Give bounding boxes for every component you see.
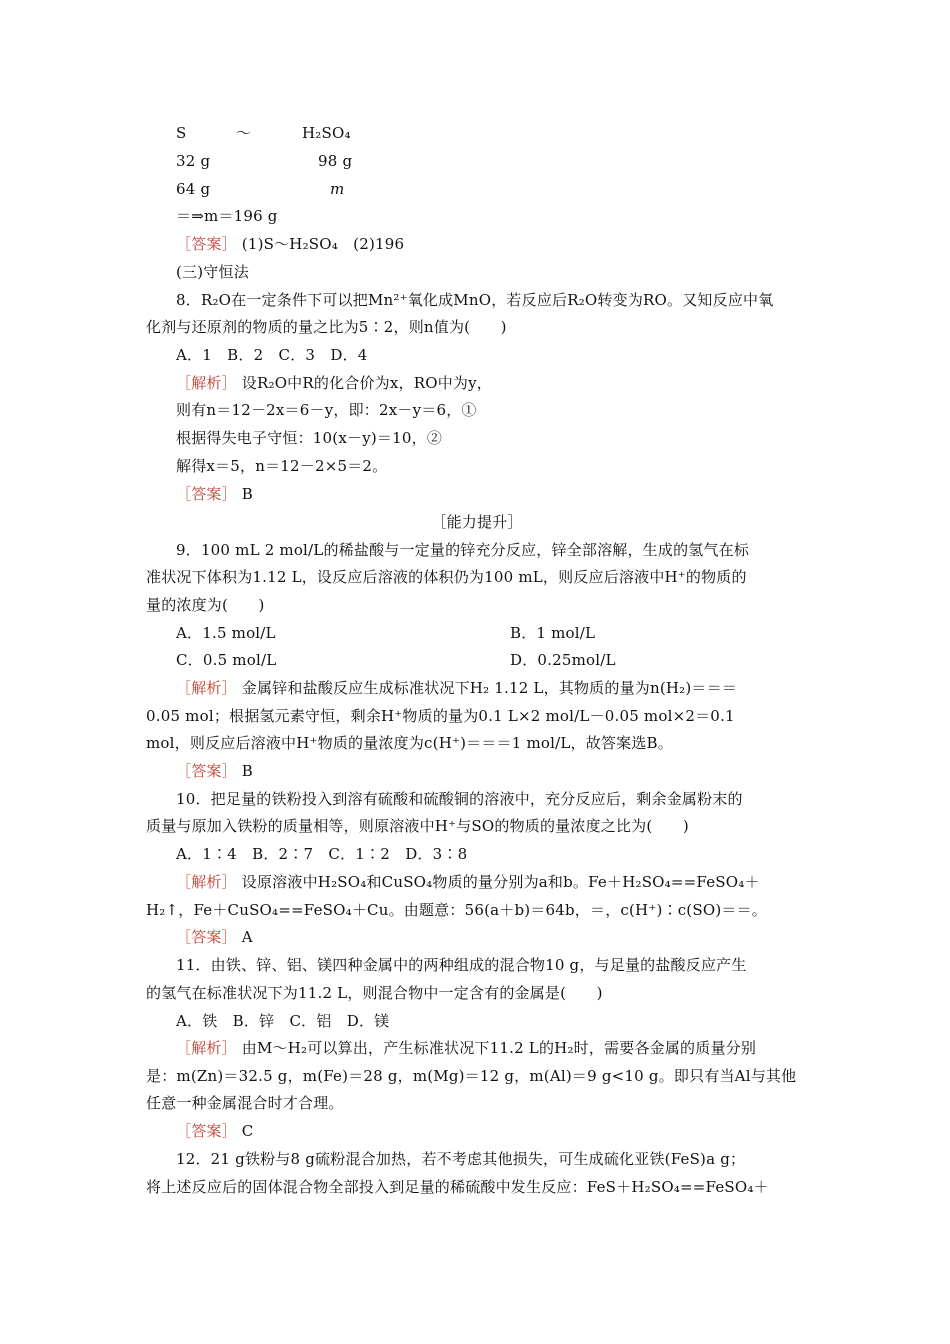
analysis-text: 设R₂O中R的化合价为x，RO中为y， [241, 374, 493, 392]
answer-tag: ［答案］ [176, 1122, 237, 1140]
calc-row-4: ＝⇒m＝196 g [176, 207, 278, 225]
q10-options: A．1∶4 B．2∶7 C．1∶2 D．3∶8 [176, 845, 468, 863]
q9-option-d: D．0.25mol/L [510, 651, 616, 669]
q11-analysis-3: 任意一种金属混合时才合理。 [146, 1094, 344, 1112]
q9-option-a: A．1.5 mol/L [176, 624, 276, 642]
q9-analysis-1 [176, 678, 808, 698]
answer-tag: ［答案］ [176, 762, 237, 780]
calc-row-3 [176, 179, 808, 199]
q8-options: A．1 B．2 C．3 D．4 [176, 346, 368, 364]
q11-answer [176, 1121, 808, 1141]
q11-analysis-1 [176, 1038, 808, 1058]
q9-line-3: 量的浓度为( ) [146, 596, 265, 614]
q9-analysis-2: 0.05 mol；根据氢元素守恒，剩余H⁺物质的量为0.1 L×2 mol/L－0.05 mol×2＝0.1 [146, 707, 735, 725]
analysis-text: 设原溶液中H₂SO₄和CuSO₄物质的量分别为a和b。Fe＋H₂SO₄==FeSO₄＋ [241, 873, 760, 891]
analysis-tag: ［解析］ [176, 873, 237, 891]
q9-option-c: C．0.5 mol/L [176, 651, 277, 669]
q11-analysis-2: 是：m(Zn)＝32.5 g，m(Fe)＝28 g，m(Mg)＝12 g，m(Al)＝9 g<10 g。即只有当Al与其他 [146, 1067, 797, 1085]
answer-tag: ［答案］ [176, 235, 237, 253]
q8-line-1: 8．R₂O在一定条件下可以把Mn²⁺氧化成MnO，若反应后R₂O转变为RO。又知反应中氧 [176, 291, 774, 309]
q11-line-2: 的氢气在标准状况下为11.2 L，则混合物中一定含有的金属是( ) [146, 984, 603, 1002]
q8-analysis-2: 则有n＝12－2x＝6－y，即：2x－y＝6，① [176, 401, 477, 419]
answer-text: B [241, 485, 254, 503]
analysis-text: 金属锌和盐酸反应生成标准状况下H₂ 1.12 L，其物质的量为n(H₂)＝＝＝ [241, 679, 738, 697]
q8-answer [176, 484, 808, 504]
calc-64g: 64 g [176, 180, 211, 198]
section-conservation: (三)守恒法 [176, 263, 249, 281]
calc-h2so4: H₂SO₄ [302, 124, 351, 142]
answer-text: B [241, 762, 254, 780]
q9-options-row-2 [176, 650, 808, 670]
calc-row-1 [176, 123, 808, 143]
q10-analysis-2: H₂↑，Fe＋CuSO₄==FeSO₄＋Cu。由题意：56(a＋b)＝64b，＝，c(H⁺)∶c(SO)＝＝。 [146, 901, 767, 919]
analysis-tag: ［解析］ [176, 1039, 237, 1057]
q11-options: A．铁 B．锌 C．铝 D．镁 [176, 1012, 390, 1030]
q10-analysis-1 [176, 872, 808, 892]
answer-tag: ［答案］ [176, 485, 237, 503]
q9-analysis-3: mol，则反应后溶液中H⁺物质的量浓度为c(H⁺)＝＝＝1 mol/L，故答案选B。 [146, 734, 673, 752]
q10-answer [176, 927, 808, 947]
q9-options-row-1 [176, 623, 808, 643]
calc-m: m [330, 180, 345, 198]
q8-analysis-4: 解得x＝5，n＝12－2×5＝2。 [176, 457, 388, 475]
analysis-tag: ［解析］ [176, 679, 237, 697]
q10-line-1: 10．把足量的铁粉投入到溶有硫酸和硫酸铜的溶液中，充分反应后，剩余金属粉末的 [176, 790, 743, 808]
q12-line-1: 12．21 g铁粉与8 g硫粉混合加热，若不考虑其他损失，可生成硫化亚铁(FeS)a g； [176, 1150, 746, 1168]
q8-analysis-1 [176, 373, 808, 393]
q9-line-2: 准状况下体积为1.12 L，设反应后溶液的体积仍为100 mL，则反应后溶液中H⁺的物质的 [146, 568, 747, 586]
calc-row-2 [176, 151, 808, 171]
calc-tilde: ～ [236, 124, 252, 142]
answer-7 [176, 234, 808, 254]
q10-line-2: 质量与原加入铁粉的质量相等，则原溶液中H⁺与SO的物质的量浓度之比为( ) [146, 817, 689, 835]
answer-tag: ［答案］ [176, 928, 237, 946]
q9-line-1: 9．100 mL 2 mol/L的稀盐酸与一定量的锌充分反应，锌全部溶解，生成的氢气在标 [176, 541, 750, 559]
q8-line-2: 化剂与还原剂的物质的量之比为5∶2，则n值为( ) [146, 318, 507, 336]
analysis-tag: ［解析］ [176, 374, 237, 392]
q9-option-b: B．1 mol/L [510, 624, 596, 642]
q12-line-2: 将上述反应后的固体混合物全部投入到足量的稀硫酸中发生反应：FeS＋H₂SO₄==FeSO₄＋ [146, 1178, 769, 1196]
answer-text: (1)S～H₂SO₄ (2)196 [241, 235, 405, 253]
q8-analysis-3: 根据得失电子守恒：10(x－y)＝10，② [176, 429, 443, 447]
calc-32g: 32 g [176, 152, 211, 170]
analysis-text: 由M～H₂可以算出，产生标准状况下11.2 L的H₂时，需要各金属的质量分别 [241, 1039, 757, 1057]
answer-text: A [241, 928, 253, 946]
section-title: ［能力提升］ [431, 513, 523, 531]
q9-answer [176, 761, 808, 781]
q11-line-1: 11．由铁、锌、铝、镁四种金属中的两种组成的混合物10 g，与足量的盐酸反应产生 [176, 956, 747, 974]
answer-text: C [241, 1122, 254, 1140]
calc-98g: 98 g [318, 152, 353, 170]
calc-s: S [176, 124, 187, 142]
